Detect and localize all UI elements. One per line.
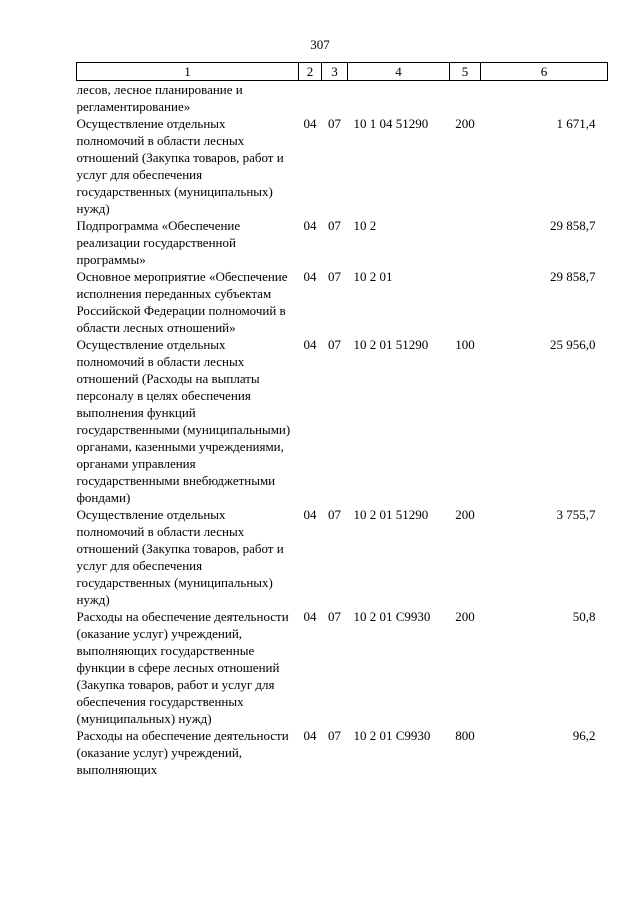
row-rz (299, 81, 322, 116)
row-sum: 1 671,4 (556, 116, 596, 131)
row-vr: 800 (455, 728, 475, 743)
row-pr: 07 (328, 507, 341, 522)
row-kcsr: 10 2 (353, 218, 377, 233)
row-sum: 25 956,0 (550, 337, 596, 352)
row-kcsr: 10 1 04 51290 (353, 116, 429, 131)
row-vr: 200 (455, 609, 475, 624)
row-sum: 29 858,7 (550, 269, 596, 284)
row-pr: 07 (328, 269, 341, 284)
page-number: 307 (310, 37, 330, 52)
row-pr: 07 (328, 609, 341, 624)
row-name: Осуществление отдельных полномочий в области лесных отношений (Закупка товаров, работ и услуг для обеспечения государственных (муниципальных) нужд) (76, 507, 284, 607)
budget-table (76, 62, 608, 778)
row-rz: 04 (303, 507, 317, 522)
table-row (77, 506, 608, 608)
row-rz: 04 (303, 337, 317, 352)
table-row (77, 336, 608, 506)
table-row (77, 217, 608, 268)
row-name: Осуществление отдельных полномочий в области лесных отношений (Закупка товаров, работ и услуг для обеспечения государственных (муниципальных) нужд) (76, 116, 284, 216)
row-name: Подпрограмма «Обеспечение реализации государственной программы» (76, 218, 241, 267)
row-pr: 07 (328, 337, 341, 352)
row-sum (481, 81, 608, 116)
header-col-6: 6 (481, 63, 608, 81)
row-name: Осуществление отдельных полномочий в области лесных отношений (Расходы на выплаты персоналу в целях обеспечения выполнения функций государственными (муниципальными) органами, казенными учреждениями, органами управления государственными внебюджетными фондами) (76, 337, 291, 505)
row-name: Основное мероприятие «Обеспечение исполнения переданных субъектам Российской Федерации полномочий в области лесных отношений» (76, 269, 288, 335)
row-pr: 07 (328, 218, 341, 233)
table-row (77, 81, 608, 116)
table-row (77, 115, 608, 217)
row-kcsr: 10 2 01 (353, 269, 393, 284)
row-rz: 04 (303, 609, 317, 624)
row-vr: 100 (455, 337, 475, 352)
row-kcsr: 10 2 01 С9930 (353, 609, 431, 624)
row-sum: 3 755,7 (556, 507, 596, 522)
table-body (77, 81, 608, 779)
row-rz: 04 (303, 116, 317, 131)
row-rz: 04 (303, 218, 317, 233)
header-row (77, 63, 608, 81)
row-name: Расходы на обеспечение деятельности (оказание услуг) учреждений, выполняющих (76, 728, 289, 777)
header-col-5: 5 (450, 63, 481, 81)
row-vr: 200 (455, 116, 475, 131)
row-kcsr: 10 2 01 51290 (353, 337, 429, 352)
row-kcsr: 10 2 01 51290 (353, 507, 429, 522)
header-col-3: 3 (322, 63, 348, 81)
table-row (77, 608, 608, 727)
row-vr (450, 268, 481, 336)
table-header (77, 63, 608, 81)
row-vr: 200 (455, 507, 475, 522)
table-row (77, 727, 608, 778)
header-col-4: 4 (348, 63, 450, 81)
row-sum: 29 858,7 (550, 218, 596, 233)
row-sum: 50,8 (572, 609, 596, 624)
row-pr: 07 (328, 728, 341, 743)
row-pr: 07 (328, 116, 341, 131)
row-sum: 96,2 (572, 728, 596, 743)
header-col-1: 1 (77, 63, 299, 81)
row-pr (322, 81, 348, 116)
table-row (77, 268, 608, 336)
row-rz: 04 (303, 728, 317, 743)
row-kcsr (348, 81, 450, 116)
row-vr (450, 81, 481, 116)
row-kcsr: 10 2 01 С9930 (353, 728, 431, 743)
row-vr (450, 217, 481, 268)
header-col-2: 2 (299, 63, 322, 81)
row-name: Расходы на обеспечение деятельности (оказание услуг) учреждений, выполняющих государственные функции в сфере лесных отношений (Закупка товаров, работ и услуг для обеспечения государственных (муниципальных) нужд) (76, 609, 289, 726)
row-rz: 04 (303, 269, 317, 284)
row-name: лесов, лесное планирование и регламентирование» (76, 82, 243, 114)
